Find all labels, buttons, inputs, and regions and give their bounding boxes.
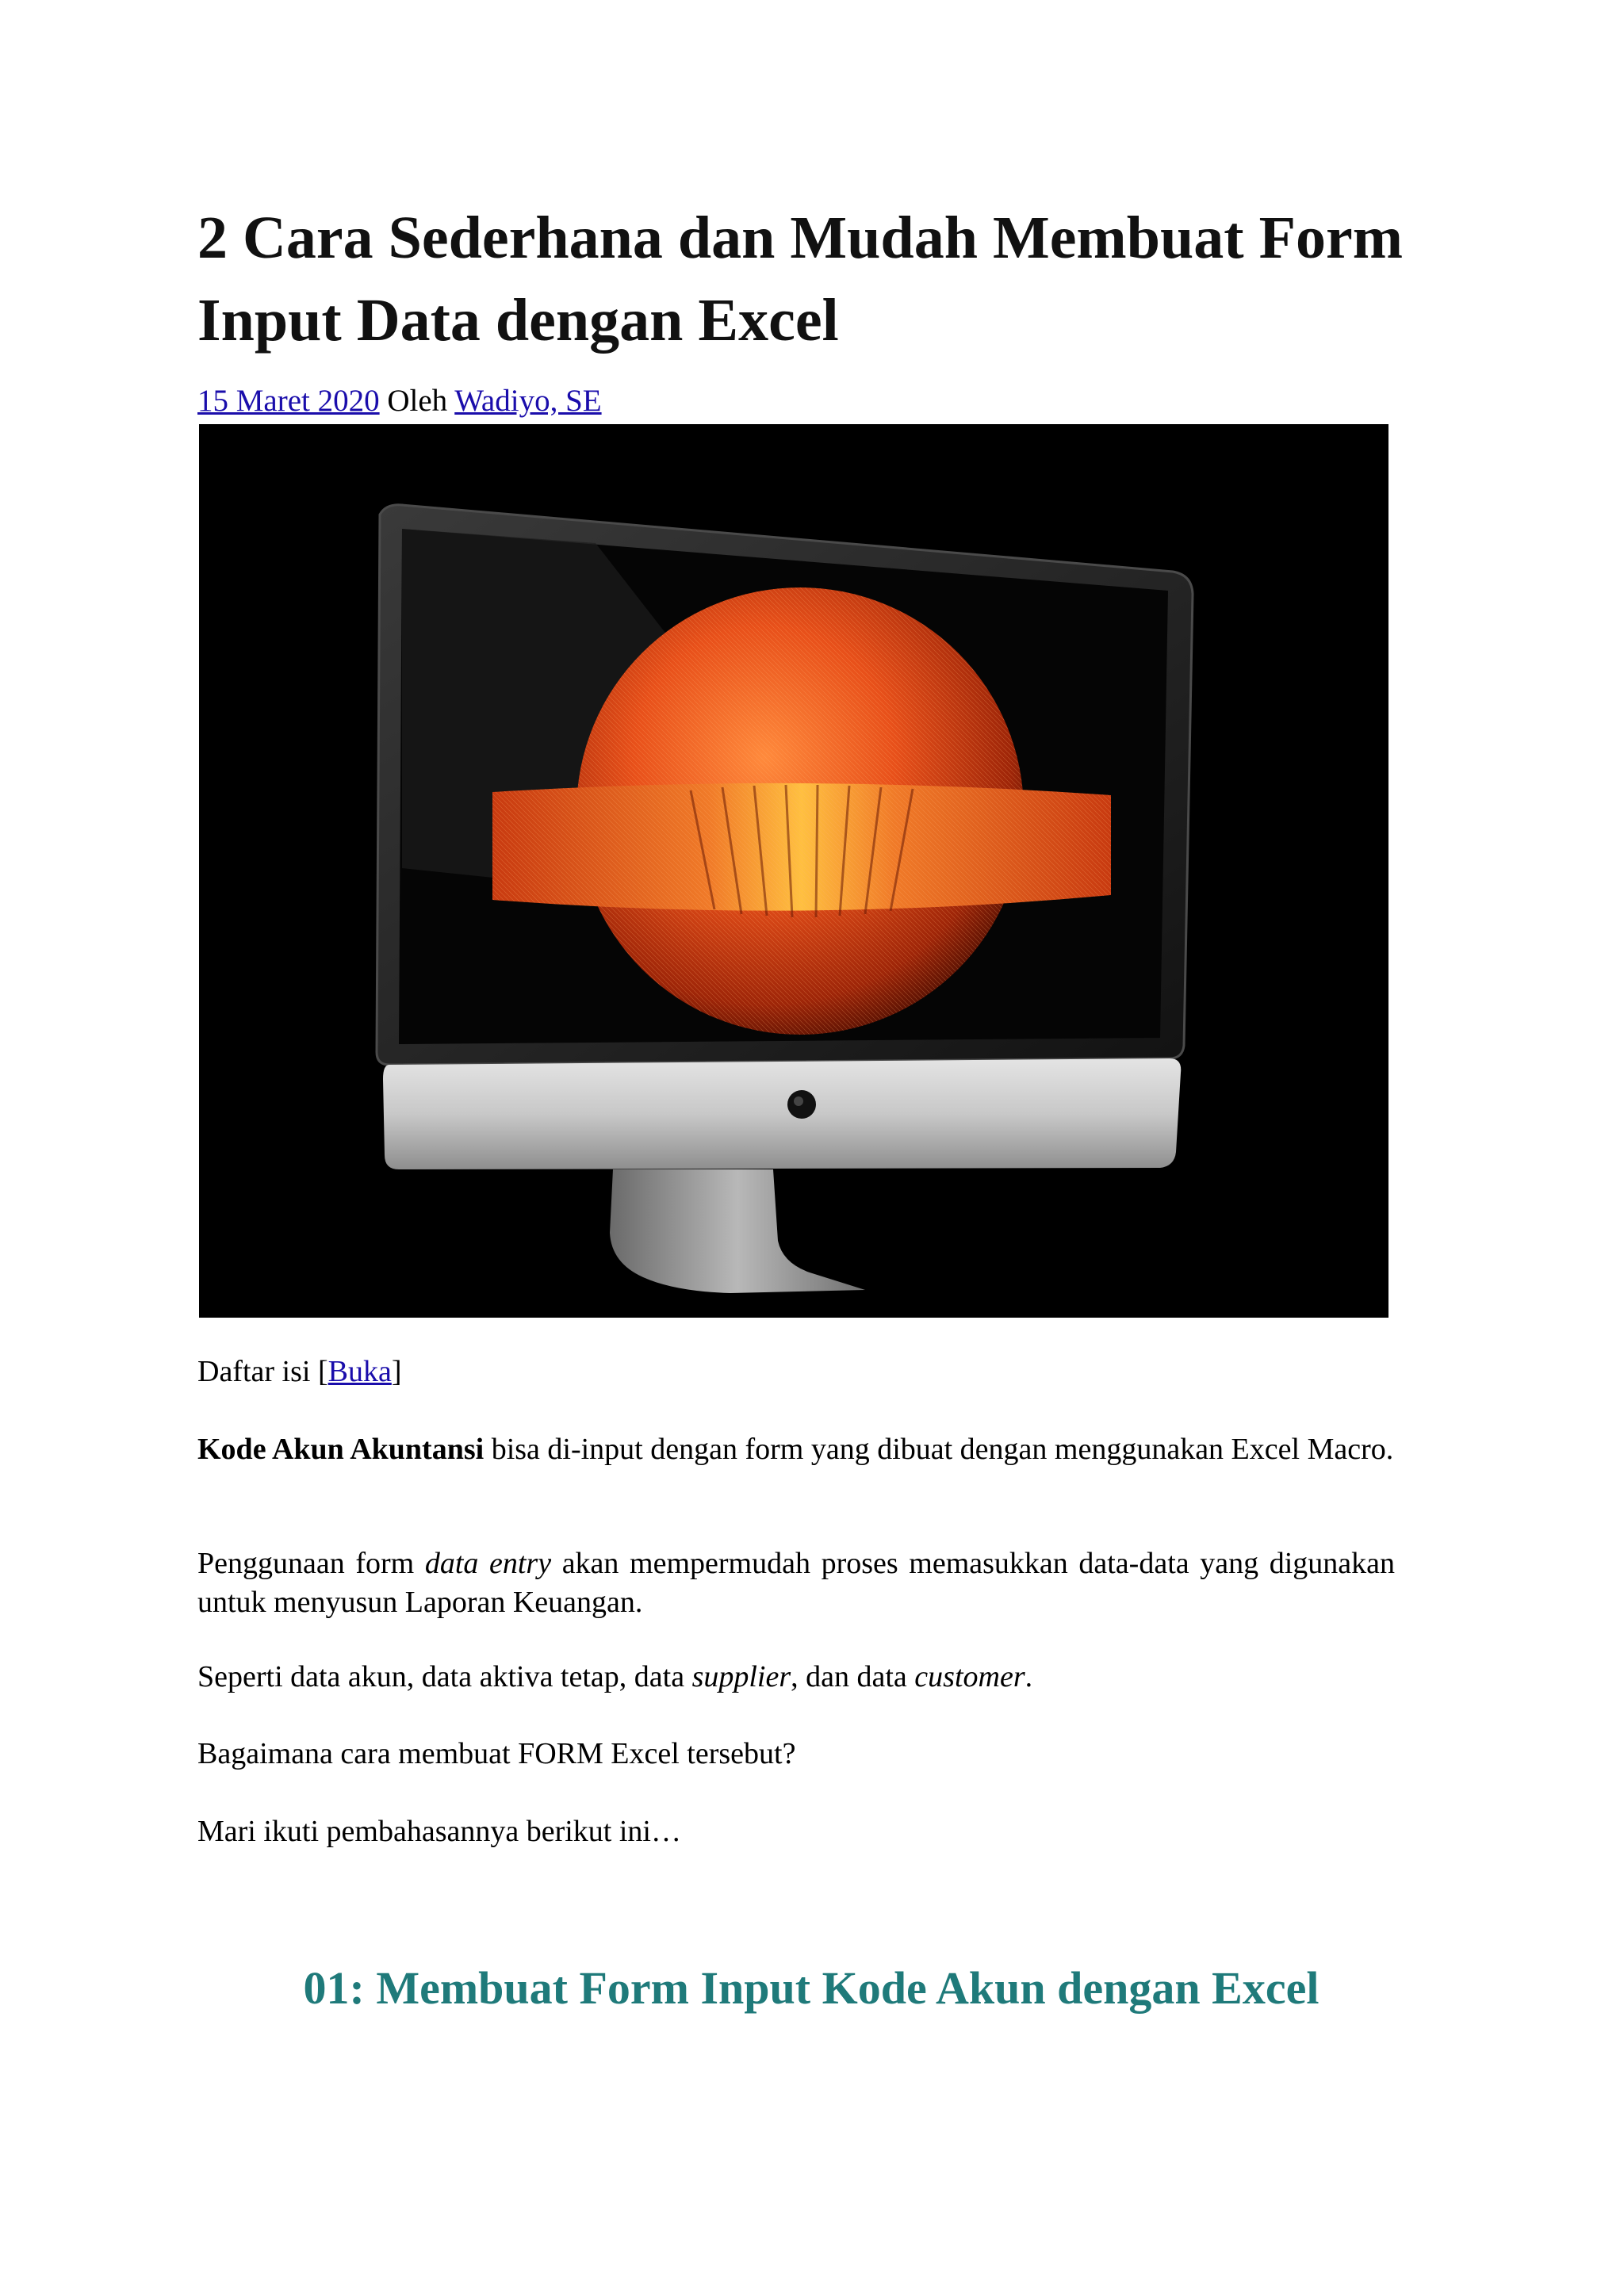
article-meta bbox=[197, 382, 602, 420]
usage-paragraph bbox=[197, 1544, 1395, 1622]
usage-italic: data entry bbox=[424, 1547, 552, 1580]
hero-image bbox=[199, 424, 1388, 1318]
followup-paragraph: Mari ikuti pembahasannya berikut ini… bbox=[197, 1815, 681, 1848]
usage-text-b: akan mempermudah proses memasukkan data-data yang digunakan untuk menyusun Laporan Keuangan. bbox=[197, 1547, 1395, 1619]
examples-italic-supplier: supplier bbox=[691, 1660, 791, 1693]
article-title: 2 Cara Sederhana dan Mudah Membuat Form Input Data dengan Excel bbox=[197, 205, 1404, 354]
usage-text-a: Penggunaan form bbox=[197, 1547, 425, 1580]
examples-italic-customer: customer bbox=[914, 1660, 1025, 1693]
toc-bracket-open: [ bbox=[317, 1355, 328, 1388]
toc-bracket-close: ] bbox=[391, 1355, 402, 1388]
author-link[interactable]: Wadiyo, SE bbox=[454, 384, 602, 418]
date-link[interactable]: 15 Maret 2020 bbox=[197, 384, 380, 418]
question-paragraph: Bagaimana cara membuat FORM Excel tersebut? bbox=[197, 1737, 796, 1770]
intro-text: bisa di-input dengan form yang dibuat dengan menggunakan Excel Macro. bbox=[484, 1433, 1394, 1466]
examples-text-a: Seperti data akun, data aktiva tetap, data bbox=[197, 1660, 692, 1693]
monitor-stand bbox=[610, 1169, 865, 1293]
section-1-heading: 01: Membuat Form Input Kode Akun dengan Excel bbox=[303, 1962, 1320, 2014]
examples-text-b: , dan data bbox=[791, 1660, 915, 1693]
intro-bold-term: Kode Akun Akuntansi bbox=[197, 1433, 485, 1466]
imac-illustration bbox=[199, 424, 1388, 1318]
toc-line bbox=[197, 1353, 1395, 1391]
examples-text-c: . bbox=[1025, 1660, 1033, 1693]
examples-paragraph bbox=[197, 1658, 1395, 1697]
monitor-chin bbox=[383, 1058, 1181, 1169]
by-label: Oleh bbox=[387, 384, 448, 418]
intro-paragraph bbox=[197, 1430, 1395, 1469]
toc-label: Daftar isi bbox=[197, 1355, 311, 1388]
toc-toggle-link[interactable]: Buka bbox=[327, 1355, 392, 1388]
